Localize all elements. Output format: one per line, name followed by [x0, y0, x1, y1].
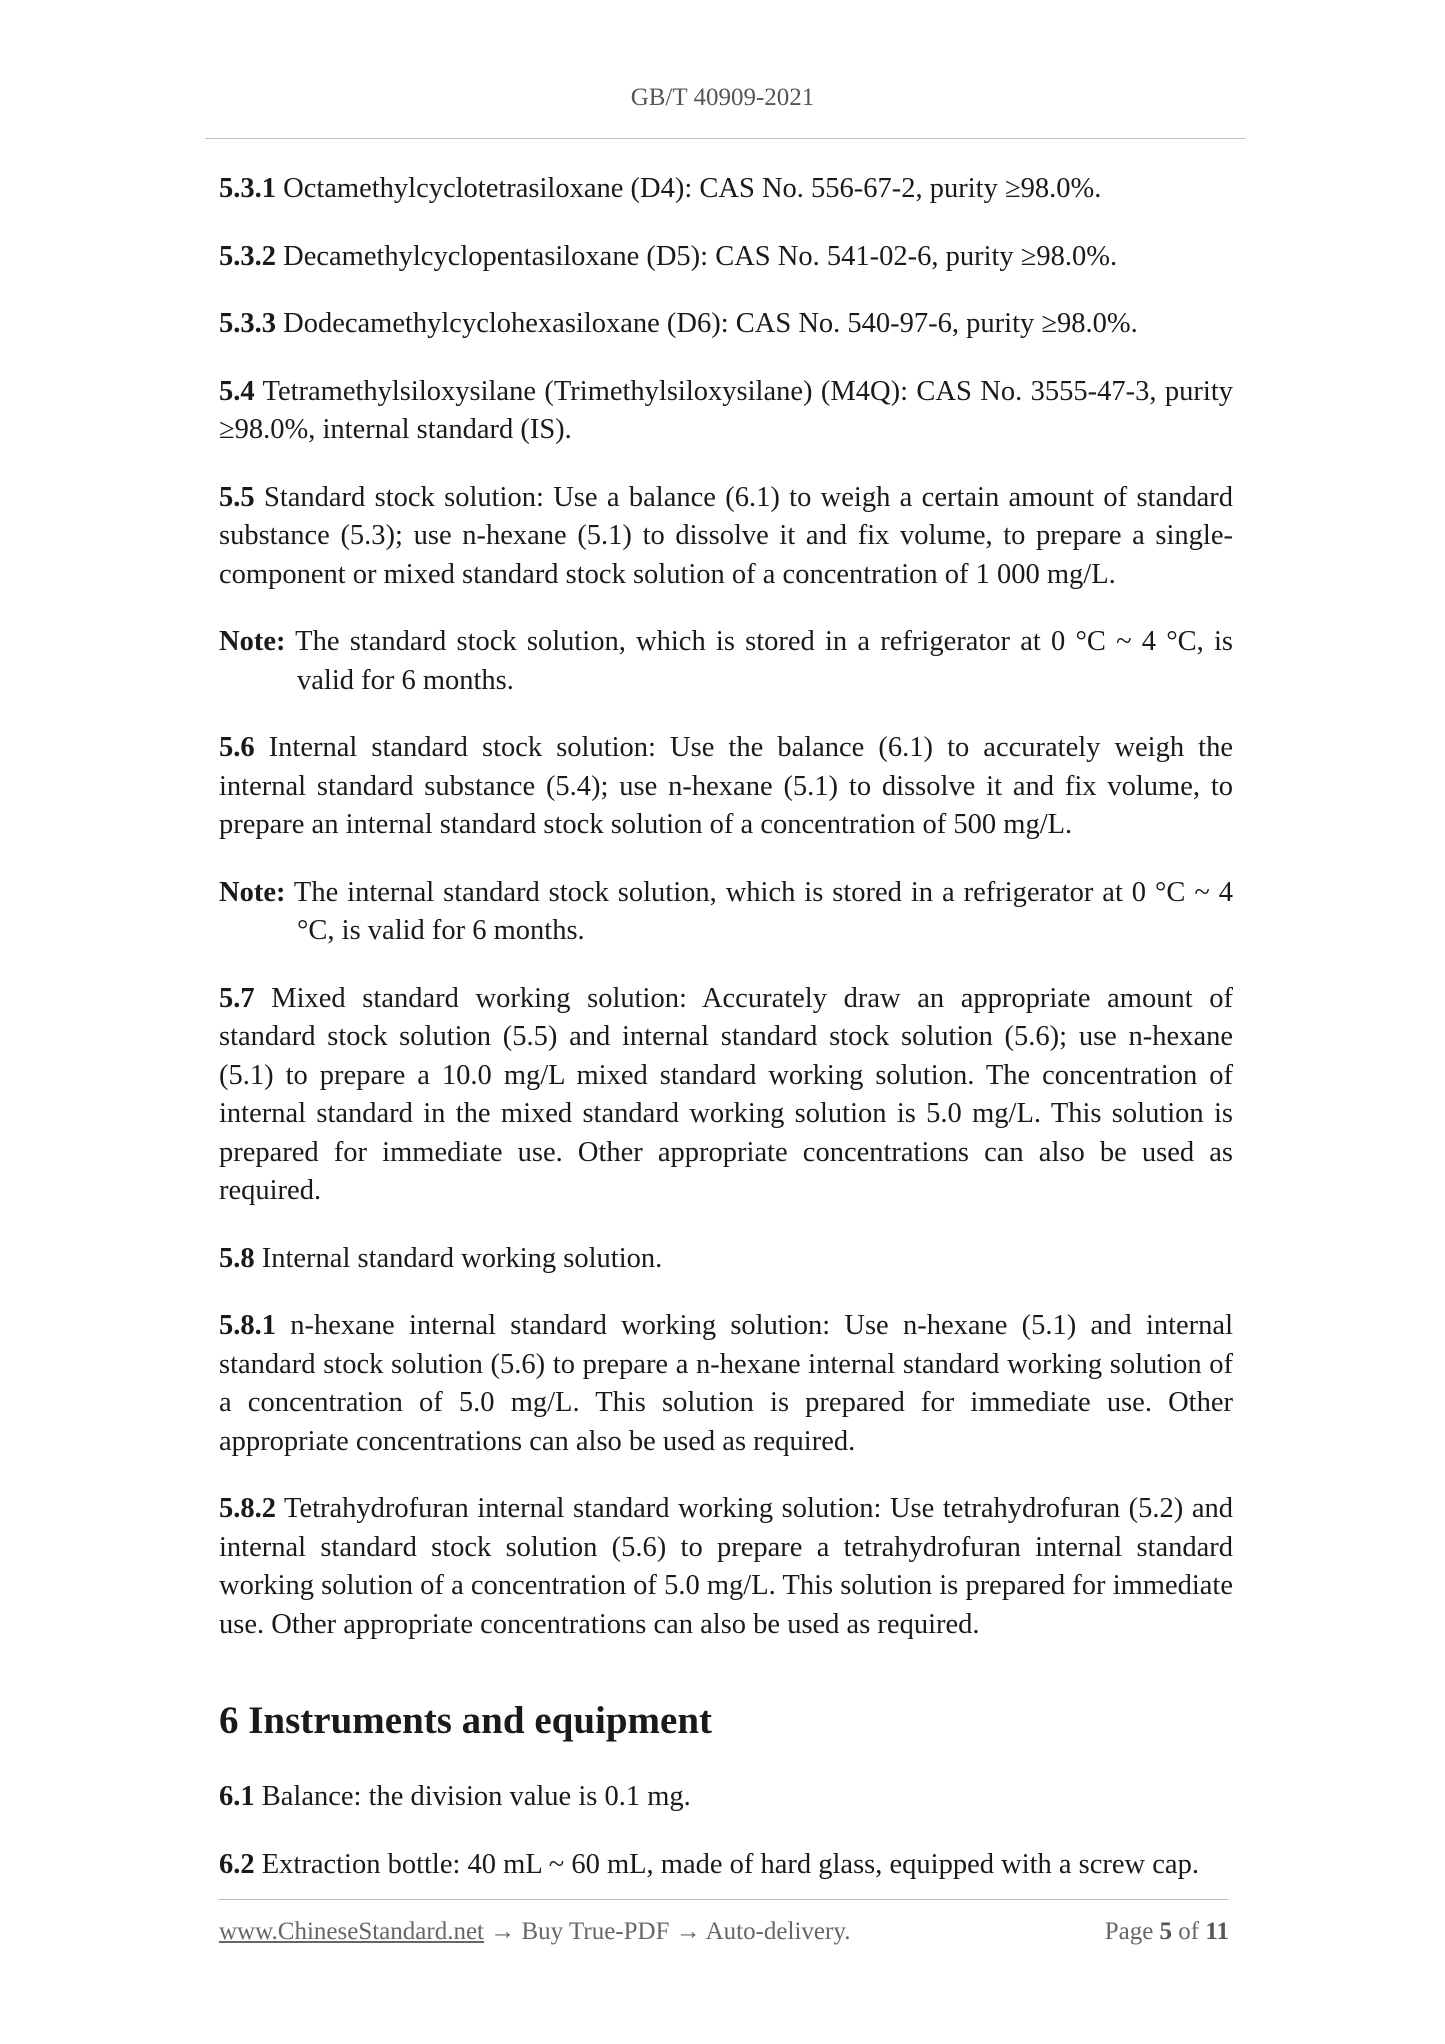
clause-text: Tetramethylsiloxysilane (Trimethylsiloxysilane) (M4Q): CAS No. 3555-47-3, purity ≥98.0%, internal standard (IS). [219, 375, 1233, 445]
clause-number: 5.5 [219, 481, 255, 513]
page-label: Page [1104, 1918, 1160, 1945]
clause-text: n-hexane internal standard working solution: Use n-hexane (5.1) and internal standard stock solution (5.6) to prepare a n-hexane internal standard working solution of a concentration of 5.0 mg/L. This solution is prepared for immediate use. Other appropriate concentrations can also be used as required. [219, 1310, 1233, 1457]
arrow-right-icon: → [669, 1918, 706, 1945]
clause-number: 6.2 [219, 1848, 255, 1880]
clause-number: 6.1 [219, 1781, 255, 1812]
clause-6-1 [219, 1778, 1233, 1817]
total-pages: 11 [1205, 1918, 1229, 1945]
clause-number: 5.6 [219, 732, 255, 763]
clause-5-3-2 [219, 238, 1233, 277]
note-text: The internal standard stock solution, which is stored in a refrigerator at 0 °C ~ 4 °C, is valid for 6 months. [285, 876, 1233, 946]
clause-number: 5.3.1 [219, 173, 276, 204]
clause-text: Internal standard stock solution: Use the balance (6.1) to accurately weigh the internal standard substance (5.4); use n-hexane (5.1) to dissolve it and fix volume, to prepare an internal standard stock solution of a concentration of 500 mg/L. [219, 732, 1233, 840]
clause-number: 5.7 [219, 982, 255, 1014]
clause-number: 5.8.2 [219, 1493, 276, 1524]
current-page: 5 [1159, 1918, 1173, 1945]
section-heading: 6 Instruments and equipment [219, 1699, 713, 1742]
website-link[interactable]: www.ChineseStandard.net [219, 1918, 484, 1945]
document-body [219, 170, 1233, 1913]
clause-number: 5.8.1 [219, 1310, 276, 1341]
delivery-text: Auto-delivery. [705, 1918, 851, 1945]
clause-5-8-1 [219, 1307, 1233, 1461]
page-footer [219, 1918, 1229, 1946]
clause-text: Octamethylcyclotetrasiloxane (D4): CAS No. 556-67-2, purity ≥98.0%. [276, 173, 1102, 204]
clause-text: Extraction bottle: 40 mL ~ 60 mL, made of hard glass, equipped with a screw cap. [254, 1848, 1199, 1880]
clause-5-7 [219, 980, 1233, 1211]
clause-text: Internal standard working solution. [254, 1242, 663, 1274]
note-text: The standard stock solution, which is stored in a refrigerator at 0 °C ~ 4 °C, is valid for 6 months. [285, 626, 1233, 696]
clause-text: Dodecamethylcyclohexasiloxane (D6): CAS No. 540-97-6, purity ≥98.0%. [276, 308, 1138, 339]
arrow-right-icon: → [484, 1918, 522, 1945]
clause-number: 5.3.2 [219, 240, 276, 272]
clause-number: 5.3.3 [219, 308, 276, 339]
clause-text: Mixed standard working solution: Accurately draw an appropriate amount of standard stock solution (5.5) and internal standard stock solution (5.6); use n-hexane (5.1) to prepare a 10.0 mg/L mixed standard working solution. The concentration of internal standard in the mixed standard working solution is 5.0 mg/L. This solution is prepared for immediate use. Other appropriate concentrations can also be used as required. [219, 982, 1233, 1206]
page-indicator [1105, 1918, 1229, 1946]
clause-5-8-2 [219, 1490, 1233, 1644]
clause-text: Tetrahydrofuran internal standard working solution: Use tetrahydrofuran (5.2) and internal standard stock solution (5.6) to prepare a tetrahydrofuran internal standard working solution of a concentration of 5.0 mg/L. This solution is prepared for immediate use. Other appropriate concentrations can also be used as required. [219, 1493, 1233, 1640]
clause-5-6 [219, 729, 1233, 845]
note-internal-stock [219, 874, 1233, 951]
footer-divider [218, 1899, 1228, 1900]
clause-text: Balance: the division value is 0.1 mg. [254, 1781, 691, 1812]
clause-5-5 [219, 479, 1233, 595]
clause-number: 5.4 [219, 375, 255, 407]
note-standard-stock [219, 623, 1233, 700]
header-divider [205, 138, 1245, 139]
of-label: of [1172, 1918, 1206, 1945]
clause-5-4 [219, 373, 1233, 450]
clause-5-3-1 [219, 170, 1233, 209]
note-label: Note: [219, 626, 286, 657]
note-label: Note: [219, 876, 286, 908]
clause-text: Decamethylcyclopentasiloxane (D5): CAS No. 541-02-6, purity ≥98.0%. [276, 240, 1118, 272]
clause-text: Standard stock solution: Use a balance (6.1) to weigh a certain amount of standard substance (5.3); use n-hexane (5.1) to dissolve it and fix volume, to prepare a single-component or mixed standard stock solution of a concentration of 1 000 mg/L. [219, 481, 1233, 590]
document-header [0, 84, 1445, 112]
clause-number: 5.8 [219, 1242, 255, 1274]
document-code: GB/T 40909-2021 [630, 84, 815, 111]
clause-5-3-3 [219, 305, 1233, 344]
clause-6-2 [219, 1846, 1233, 1885]
clause-5-8 [219, 1240, 1233, 1279]
buy-text: Buy True-PDF [521, 1918, 670, 1945]
